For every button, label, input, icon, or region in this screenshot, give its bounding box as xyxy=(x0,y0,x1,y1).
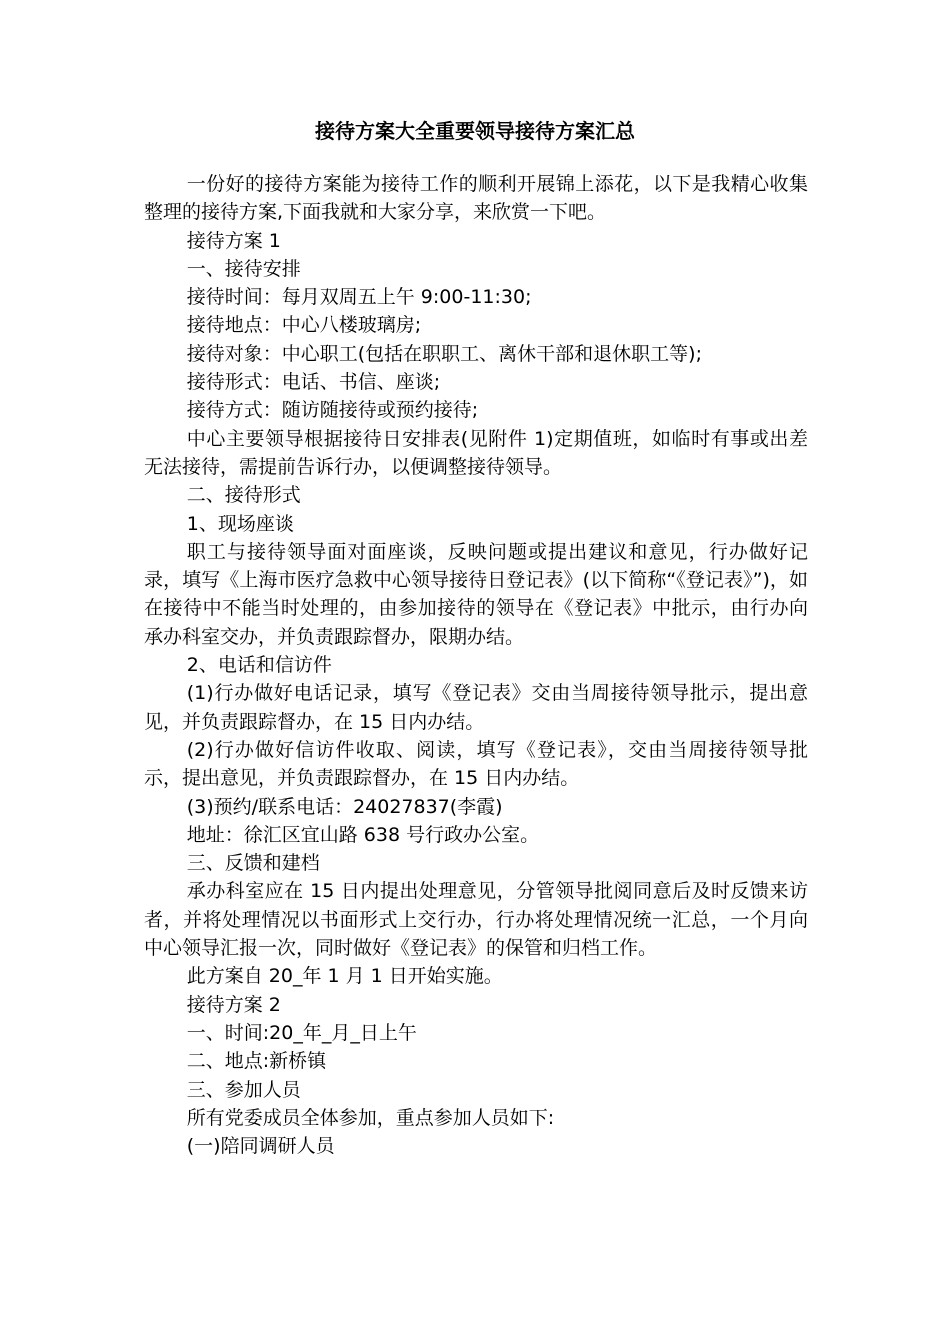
paragraph: 地址：徐汇区宜山路 638 号行政办公室。 xyxy=(186,823,540,846)
paragraph: (1)行办做好电话记录，填写《登记表》交由当周接待领导批示，提出意见，并负责跟踪督办，在 15 日内办结。 xyxy=(144,682,808,733)
paragraph: 一、时间:20_年_月_日上午 xyxy=(186,1021,417,1044)
paragraph: 中心主要领导根据接待日安排表(见附件 1)定期值班，如临时有事或出差无法接待，需提前告诉行办，以便调整接待领导。 xyxy=(144,427,808,478)
paragraph: 此方案自 20_年 1 月 1 日开始实施。 xyxy=(186,965,503,988)
paragraph: 接待地点：中心八楼玻璃房; xyxy=(186,314,422,337)
paragraph: 1、现场座谈 xyxy=(186,512,294,535)
paragraph: 一份好的接待方案能为接待工作的顺利开展锦上添花，以下是我精心收集整理的接待方案,下面我就和大家分享，来欣赏一下吧。 xyxy=(144,173,808,224)
paragraph: 2、电话和信访件 xyxy=(186,654,332,677)
paragraph: (一)陪同调研人员 xyxy=(186,1135,335,1158)
paragraph: 承办科室应在 15 日内提出处理意见，分管领导批阅同意后及时反馈来访者，并将处理情况以书面形式上交行办，行办将处理情况统一汇总，一个月向中心领导汇报一次，同时做好《登记表》的保管和归档工作。 xyxy=(144,880,808,960)
document-title: 接待方案大全重要领导接待方案汇总 xyxy=(315,119,635,143)
paragraph: (2)行办做好信访件收取、阅读，填写《登记表》，交由当周接待领导批示，提出意见，并负责跟踪督办，在 15 日内办结。 xyxy=(144,738,808,790)
paragraph: (3)预约/联系电话：24027837(李霞) xyxy=(186,795,503,818)
paragraph: 所有党委成员全体参加，重点参加人员如下: xyxy=(186,1106,555,1129)
paragraph: 三、反馈和建档 xyxy=(186,852,320,875)
paragraph: 三、参加人员 xyxy=(186,1078,301,1101)
paragraph: 二、地点:新桥镇 xyxy=(186,1050,327,1073)
paragraph: 一、接待安排 xyxy=(186,257,301,280)
document-body xyxy=(144,170,808,1160)
paragraph: 二、接待形式 xyxy=(186,484,301,507)
paragraph: 接待方案 2 xyxy=(186,993,281,1016)
paragraph: 职工与接待领导面对面座谈，反映问题或提出建议和意见，行办做好记录，填写《上海市医疗急救中心领导接待日登记表》(以下简称“《登记表》”)，如在接待中不能当时处理的，由参加接待的领导在《登记表》中批示，由行办向承办科室交办，并负责跟踪督办，限期办结。 xyxy=(144,540,808,648)
paragraph: 接待方案 1 xyxy=(186,229,281,252)
paragraph: 接待方式：随访随接待或预约接待; xyxy=(186,399,479,422)
paragraph: 接待对象：中心职工(包括在职职工、离休干部和退休职工等); xyxy=(186,342,702,365)
paragraph: 接待时间：每月双周五上午 9:00-11:30; xyxy=(186,286,532,309)
paragraph: 接待形式：电话、书信、座谈; xyxy=(186,371,441,394)
